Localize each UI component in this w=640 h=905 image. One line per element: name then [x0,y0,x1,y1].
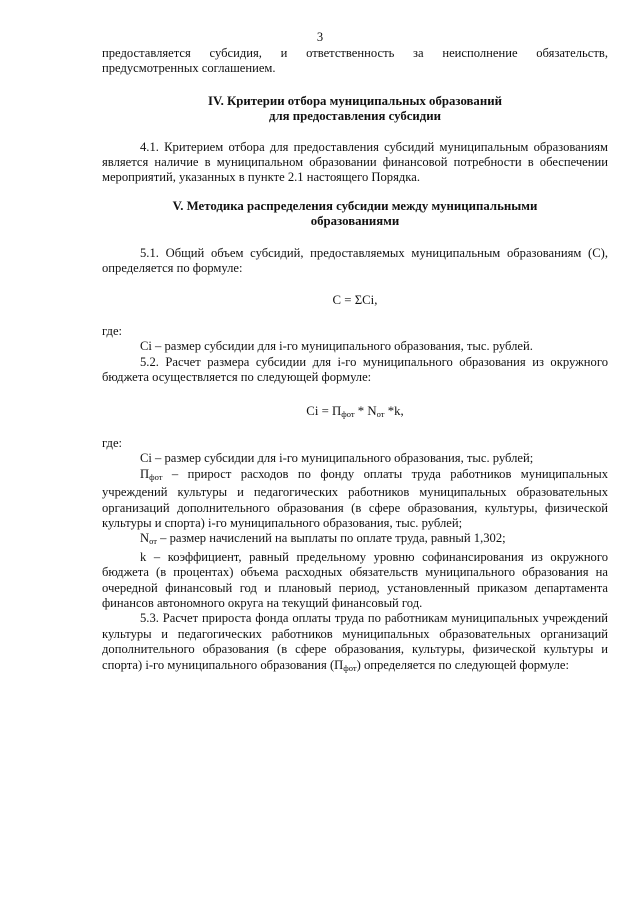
paragraph-5-1: 5.1. Общий объем субсидий, предоставляемых муниципальным образованиям (С), определяется по формуле: [102,245,608,276]
formula2-lhs: Сi = П [306,403,342,418]
not-sub: от [149,536,157,547]
formula-subsidy-per-municipality [102,404,608,422]
document-body [102,46,608,676]
pfot-sub: фот [149,471,163,482]
paragraph-5-3 [102,611,608,676]
paragraph-5-2: 5.2. Расчет размера субсидии для i-го муниципального образования из окружного бюджета осуществляется по следующей формуле: [102,354,608,385]
section-4-heading-line2: для предоставления субсидии [268,109,442,124]
section-5-heading [102,199,608,230]
where-label-2: где: [102,435,123,450]
definition-ci-2: Сi – размер субсидии для i-го муниципального образования, тыс. рублей; [140,451,534,466]
section-4-heading-line1: IV. Критерии отбора муниципальных образований [208,93,502,108]
definition-ci-1: Сi – размер субсидии для i-го муниципального образования, тыс. рублей. [140,339,533,354]
formula-total-subsidy: С = ΣСi, [332,293,378,308]
definition-pfot [102,467,608,532]
formula2-mid: * N [354,403,377,418]
p5-3-text-before: 5.3. Расчет прироста фонда оплаты труда по работникам муниципальных учреждений культуры и педагогических работников муниципальных образовательных организаций дополнительного образования (в сфере образования, культуры, физической культуры и спорта) i-го муниципального образования (П [102,611,608,672]
intro-paragraph: предоставляется субсидия, и ответственность за неисполнение обязательств, предусмотренных соглашением. [102,46,608,76]
pfot-symbol: П [140,466,150,481]
section-4-heading [102,94,608,125]
not-text: – размер начислений на выплаты по оплате труда, равный 1,302; [156,531,506,546]
p5-3-text-after: ) определяется по следующей формуле: [356,657,569,672]
formula2-rhs: *k, [384,403,404,418]
section-5-heading-line1: V. Методика распределения субсидии между муниципальными [172,198,538,213]
pfot-text: – прирост расходов по фонду оплаты труда работников муниципальных учреждений культуры и педагогических работников муниципальных образовательных организаций дополнительного образования (в сфере образования, культуры, физической культуры и спорта) i-го муниципального образования, тыс. рублей; [102,466,608,530]
section-5-heading-line2: образованиями [310,214,400,229]
formula2-sub-ot: от [376,408,385,419]
formula2-sub-fot: фот [341,408,355,419]
definition-not [102,531,608,549]
definition-k: k – коэффициент, равный предельному уровню софинансирования из окружного бюджета (в процентах) объема расходных обязательств муниципального образования на очередной финансовый год и плановый период, установленный приказом департамента финансов автономного округа на текущий финансовый год. [102,549,608,610]
paragraph-4-1: 4.1. Критерием отбора для предоставления субсидий муниципальным образованиям является наличие в муниципальном образовании финансовой потребности в обеспечении мероприятий, указанных в пункте 2.1 настоящего Порядка. [102,139,608,185]
p5-3-sub: фот [343,662,357,673]
not-symbol: N [140,531,150,546]
page-number: 3 [316,30,324,44]
where-label-1: где: [102,323,123,338]
